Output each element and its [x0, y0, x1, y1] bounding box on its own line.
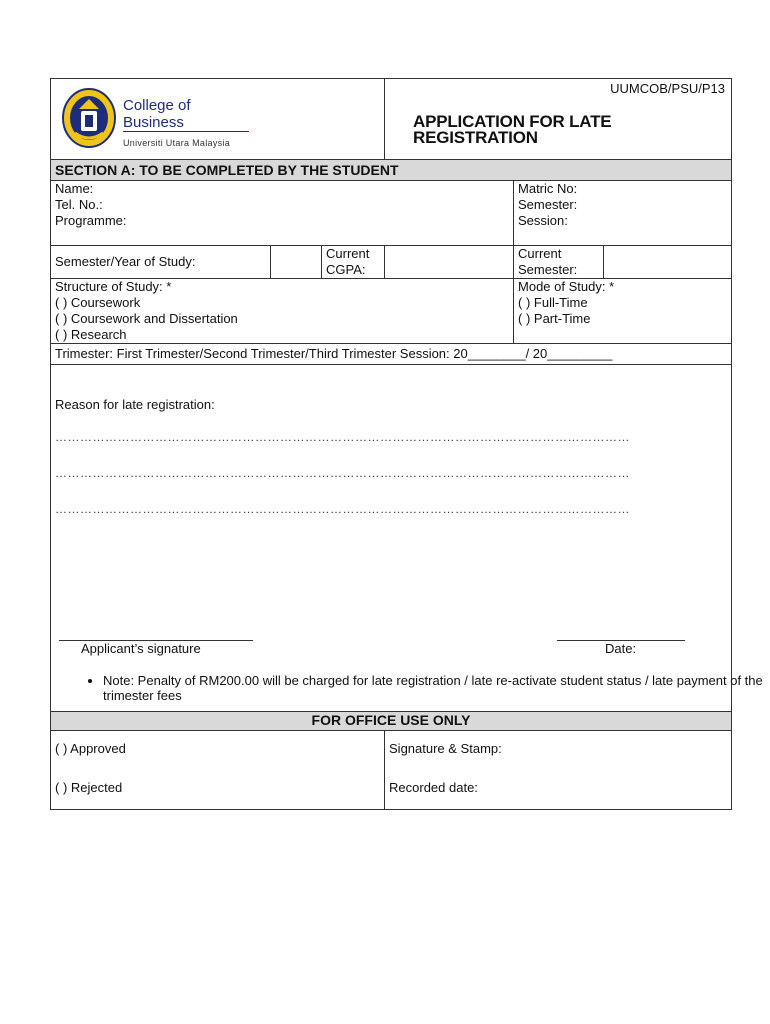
structure-option-coursework[interactable]: ( ) Coursework: [55, 295, 141, 310]
logo-line2: Business: [123, 114, 184, 131]
structure-label: Structure of Study: *: [55, 279, 172, 294]
sem-year-input[interactable]: [271, 246, 322, 279]
cgpa-label-line2: CGPA:: [326, 262, 366, 277]
reason-block: [51, 365, 763, 712]
application-form: [50, 78, 763, 810]
session-field[interactable]: Session:: [514, 213, 732, 246]
cgpa-label: [322, 246, 385, 279]
logo-cell: [51, 79, 385, 160]
semester-field[interactable]: Semester:: [514, 197, 732, 213]
section-a-heading: SECTION A: TO BE COMPLETED BY THE STUDENT: [51, 160, 732, 181]
uum-crest-icon: [61, 87, 117, 149]
structure-of-study: [51, 279, 514, 344]
cgpa-input[interactable]: [385, 246, 514, 279]
programme-field[interactable]: Programme:: [51, 213, 514, 246]
current-semester-line1: Current: [518, 246, 562, 261]
title-cell: [385, 79, 732, 160]
reason-line-3[interactable]: …………………………………………………………………………………………………………………………: [55, 502, 630, 516]
name-field[interactable]: Name:: [51, 181, 514, 198]
office-use-heading: FOR OFFICE USE ONLY: [51, 712, 732, 731]
logo-line1: College of: [123, 97, 191, 114]
logo-university: Universiti Utara Malaysia: [123, 138, 231, 148]
reason-label: Reason for late registration:: [55, 397, 215, 412]
structure-option-coursework-dissertation[interactable]: ( ) Coursework and Dissertation: [55, 311, 238, 326]
form-code: UUMCOB/PSU/P13: [610, 81, 726, 96]
note-list: [55, 673, 763, 703]
reason-line-2[interactable]: …………………………………………………………………………………………………………………………: [55, 466, 630, 480]
mode-of-study: [514, 279, 732, 344]
mode-option-full-time[interactable]: ( ) Full-Time: [518, 295, 588, 310]
cgpa-label-line1: Current: [326, 246, 370, 261]
current-semester-line2: Semester:: [518, 262, 578, 277]
applicant-signature-label: Applicant’s signature: [81, 641, 201, 656]
form-table: [50, 78, 763, 810]
page-title: APPLICATION FOR LATE REGISTRATION: [413, 112, 612, 147]
tel-field[interactable]: Tel. No.:: [51, 197, 514, 213]
date-label: Date:: [605, 641, 637, 656]
mode-label: Mode of Study: *: [518, 279, 615, 294]
recorded-date-field[interactable]: Recorded date:: [385, 767, 732, 810]
penalty-note: • Note: Penalty of RM200.00 will be charged for late registration / late re-activate student status / late payment of the trimester fees: [103, 673, 763, 703]
current-semester-label: [514, 246, 604, 279]
structure-option-research[interactable]: ( ) Research: [55, 327, 127, 342]
trimester-field[interactable]: Trimester: First Trimester/Second Trimester/Third Trimester Session: 20________/ 20_________: [51, 344, 732, 365]
logo-college-name: [123, 97, 191, 131]
reason-line-1[interactable]: …………………………………………………………………………………………………………………………: [55, 430, 630, 444]
sem-year-label: Semester/Year of Study:: [51, 246, 271, 279]
rejected-option[interactable]: ( ) Rejected: [51, 767, 385, 810]
approved-option[interactable]: ( ) Approved: [51, 731, 385, 768]
college-logo: [61, 87, 251, 151]
matric-field[interactable]: Matric No:: [514, 181, 732, 198]
logo-divider: [123, 131, 249, 132]
signature-stamp-field[interactable]: Signature & Stamp:: [385, 731, 732, 768]
current-semester-input[interactable]: [604, 246, 732, 279]
mode-option-part-time[interactable]: ( ) Part-Time: [518, 311, 591, 326]
